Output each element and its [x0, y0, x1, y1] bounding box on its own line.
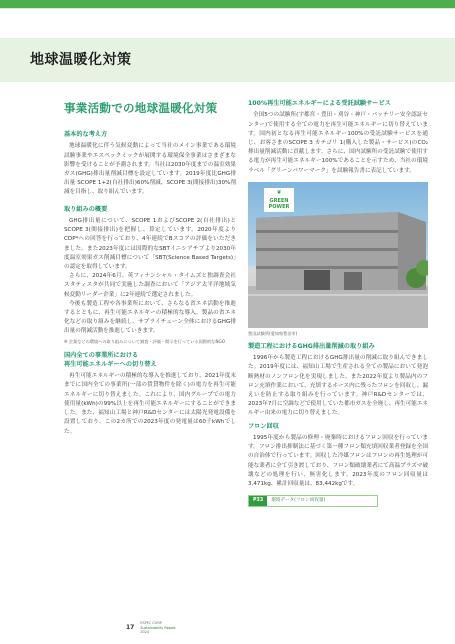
- left-column: [64, 100, 236, 437]
- footer: [126, 621, 176, 635]
- top-accent-bar: [0, 0, 455, 8]
- footer-company: ESPEC CORP.: [140, 621, 163, 625]
- cdp-footnote: ※ 企業などの環境への取り組みについて調査・評価・開示を行っている国際的なNGO: [64, 338, 225, 344]
- footer-year: 2024: [140, 630, 149, 635]
- main-heading: 事業活動での地球温暖化対策: [64, 101, 218, 115]
- renewable-switch-text: 再生可能エネルギーの積極的な導入を推進しており、2021年度末までに国内全ての事業所(一部の賃貸物件を除く)の電力を再生可能エネルギーに切り替えました。これにより、国内グループでの電力使用量(kWh)の99%以上を再生可能エネルギーにすることができました。また、福知山工場と神戸R&Dセンターには太陽光発電設備を設置しており、この2カ所での2023年度の発電量は60千kWhでした。: [64, 373, 236, 435]
- manufacturing-ghg-heading: 製造工程におけるGHG排出量削減の取り組み: [248, 342, 375, 350]
- basic-approach-text: 地球温暖化に伴う気候変動によって当社のメイン事業である環境試験事業やエスペックミックが展開する環境保全事業はさまざまな影響を受けることが予測されます。当社は2030年度までの温室効果ガス(GHG)排出量削減目標を設定しています。2019年度比GHG排出量 SCOPE 1+2(自社排出)60%削減、SCOPE 3(間接排出)30%削減を目指し、取り組んでいます。: [64, 143, 236, 196]
- renewable-switch-heading-line2: 再生可能エネルギーへの切り替え: [64, 360, 157, 368]
- manufacturing-ghg-text: 1996年から製造工程におけるGHG排出量の削減に取り組んできました。2019年度には、福知山工場で生産される全ての製品において発泡断熱材のノンフロン化を実現しました。また2022年度より製品内のフロン充填作業において、充填するホース内に残ったフロンを回収し、漏えいを防止する取り組みを行っています。神戸R&Dセンターでは、2023年7月に空調などで使用していた都市ガスを全廃し、再生可能エネルギー由来の電力に切り替えました。: [248, 355, 429, 417]
- photo-caption: 豊田試験所(愛知県豊田市): [248, 330, 298, 336]
- freon-recovery-text: 1995年度から製品の修理・廃棄時におけるフロン回収を行っています。フロン排出抑制法に基づく第一種フロン類充填回収業者登録を全国の自治体で行っています。回収した冷媒フロンはフロンの再生処理が可能な業者に全て引き渡しており、フロン類破壊業者にて高温プラズマ破壊などの処理を行い、無害化します。2023年度のフロン回収量は3,471kg、累計回収量は、83,442kgです。: [248, 435, 428, 488]
- right-column: [248, 100, 428, 507]
- top-divider: [0, 8, 455, 9]
- environment-data-link[interactable]: [248, 495, 378, 507]
- overview-text-2: さらに、2024年6月、英フィナンシャル・タイムズと独調査会社スタティスタが共同で実施した調査において「アジア太平洋地域気候変動リーダー企業」に2年連続で選定されました。: [64, 273, 236, 298]
- overview-text-1: GHG排出量について、SCOPE 1およびSCOPE 2(自社排出)とSCOPE 3(間接排出)を把握し、算定しています。2020年度よりCDP*への回答を行っており、4年連続でBスコアの評価をいただきました。また2023年度には国際的なSBTイニシアチブより2030年度温室効果ガス削減目標について「SBT(Science Based Targets)」の認定を取得しています。: [64, 218, 236, 271]
- page-number: 17: [126, 624, 135, 632]
- green-power-logo-text-1: GREEN: [269, 197, 289, 204]
- renewable-test-service-text: 全国5つの試験所(宇都宮・豊田・刈谷・神戸・バッテリー安全認証センター)で使用する全ての電力を再生可能エネルギーに切り替えています。国内初となる再生可能エネルギー100%の受託試験サービスを通じ、お客さまのSCOPE 3 カテゴリ 1(購入した製品・サービス)のCO₂排出量削減活動に貢献します。さらに、国内試験所の受託試験で使用する電力が再生可能エネルギー100%であることを示すため、当社の環境ラベル「グリーンパワーマーク」を試験報告書に表記しています。: [248, 112, 428, 174]
- overview-text-3: 今後も製造工程や各事業所において、さらなる省エネ活動を推進するとともに、再生可能エネルギーの積極的な導入、製品の省エネ化などの取り組みを継続し、サプライチェーン全体におけるGHG排出量の削減活動を推進していきます。: [64, 300, 236, 335]
- overview-heading: 取り組みの概要: [64, 205, 108, 213]
- green-power-logo-text-2: POWER: [268, 203, 290, 210]
- toyota-lab-photo: [248, 182, 428, 328]
- page-reference-text: 環境データ(フロン回収量): [271, 498, 326, 504]
- renewable-test-service-heading: 100%再生可能エネルギーによる受託試験サービス: [248, 100, 391, 107]
- green-power-logo-icon: ❦: [276, 188, 282, 196]
- page-reference-tag: P33: [249, 496, 267, 506]
- freon-recovery-heading: フロン回収: [248, 422, 279, 430]
- page-title: 地球温暖化対策: [30, 52, 132, 68]
- basic-approach-heading: 基本的な考え方: [64, 131, 108, 138]
- renewable-switch-heading-line1: 国内全ての事業所における: [64, 352, 139, 360]
- footer-brand: [140, 621, 175, 635]
- renewable-switch-heading: [64, 352, 236, 369]
- building-illustration: [248, 182, 428, 328]
- footer-report-name: Sustainability Report: [140, 625, 176, 630]
